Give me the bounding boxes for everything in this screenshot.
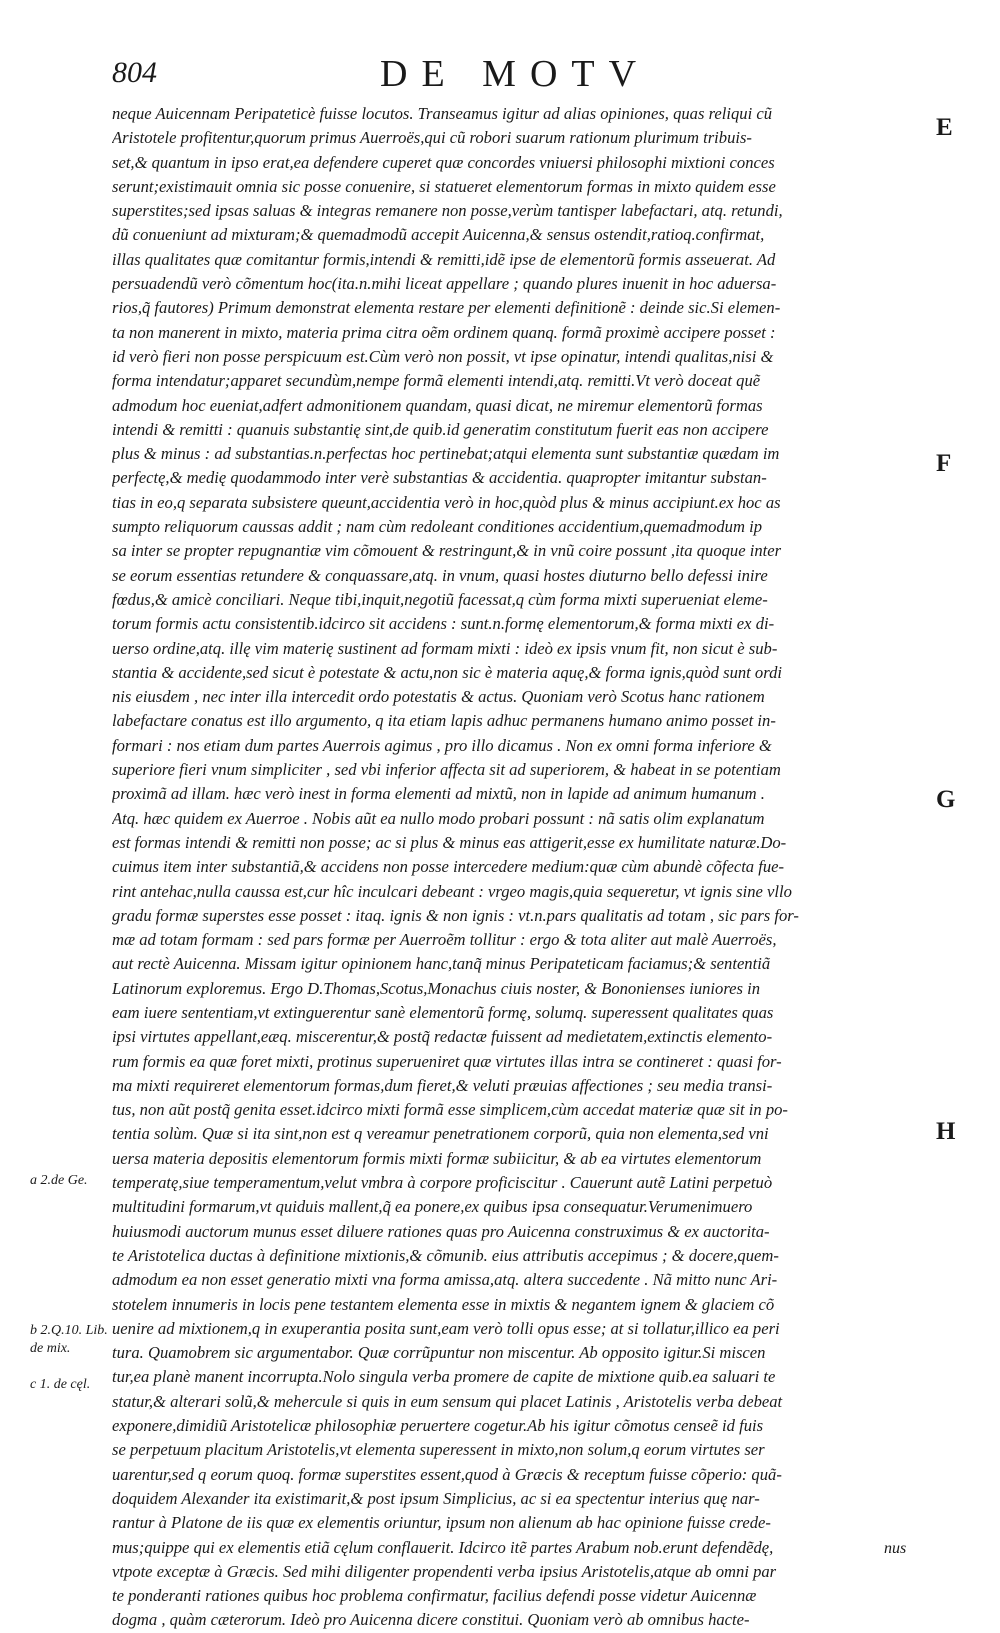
text-line: labefactare conatus est illo argumento, q ita etiam lapis adhuc permanens humano animo posset in- [112,711,776,731]
text-line: rios,q̃ fautores) Primum demonstrat elementa restare per elementi definitionẽ : deinde sic.Si elemen- [112,298,781,318]
text-line: huiusmodi auctorum munus esset diluere rationes quas pro Auicenna construximus & ex auctorita- [112,1221,770,1241]
text-line: doquidem Alexander ita existimarit,& post ipsum Simplicius, ac si ea spectentur interius quę nar- [112,1488,760,1508]
text-line: rum formis ea quæ foret mixti, protinus superueniret quæ virtutes illas intra se contineret : quasi for- [112,1051,782,1071]
text-line: set,& quantum in ipso erat,ea defendere cuperet quæ concordes vniuersi philosophi mixtioni conces [112,152,775,172]
text-line: forma intendatur;apparet secundùm,nempe formã elementi intendi,atq. remitti.Vt verò doceat quẽ [112,371,761,391]
text-line: stantia & accidente,sed sicut è potestate & actu,non sic è materia aquę,& forma ignis,quòd sunt ordi [112,662,782,682]
text-line: uerso ordine,atq. illę vim materię sustinent ad formam mixti : ideò ex ipsis vnum fit, non sicut è sub- [112,638,778,658]
body-text [112,102,930,1633]
text-line: superiore fieri vnum simpliciter , sed vbi inferior affecta sit ad superiorem, & habeat in se potentiam [112,760,781,780]
text-line: id verò fieri non posse perspicuum est.Cùm verò non possit, vt ipse opinatur, intendi qualitas,nisi & [112,346,774,366]
text-line: ta non manerent in mixto, materia prima citra oẽm ordinem quanq. formã proximè accipere posset : [112,322,776,342]
text-line: intendi & remitti : quanuis substantię sint,de quib.id generatim constitutum fuerit eas non accipere [112,419,769,439]
text-line: sumpto reliquorum caussas addit ; nam cùm redoleant conditiones accidentium,quemadmodum ip [112,517,762,537]
text-line: sa inter se propter repugnantiæ vim cõmouent & restringunt,& in vnũ coire possunt ,ita quoque inter [112,541,782,561]
text-line: uersa materia depositis elementorum formis mixti formæ subiicitur, & ab ea virtutes elementorum [112,1148,762,1168]
text-line: tura. Quamobrem sic argumentabor. Quæ corrũpuntur non miscentur. Ab opposito igitur.Si miscen [112,1343,766,1363]
text-line: uenire ad mixtionem,q in exuperantia posita sunt,eam verò tolli opus esse; at si tollatur,illico ea peri [112,1318,780,1338]
text-line: mus;quippe qui ex elementis etiã cęlum conflauerit. Idcirco itẽ partes Arabum nob.erunt defendẽdę, [112,1537,774,1557]
page-number: 804 [112,56,157,89]
text-line: fœdus,& amicè conciliari. Neque tibi,inquit,negotiũ facessat,q cùm forma mixti superueniat eleme- [112,589,768,609]
margin-note-c: c 1. de cęl. [30,1377,91,1392]
text-line: Aristotele profitentur,quorum primus Auerroës,qui cũ robori suarum rationum plurimum tribuis- [112,128,752,148]
text-line: eam iuere sententiam,vt extinguerentur sanè elementorũ formę, solumq. superessent qualitates quas [112,1002,774,1022]
text-line: ipsi virtutes appellant,eæq. miscerentur,& postq̃ redactæ fuissent ad medietatem,extinctis elemento- [112,1027,773,1047]
text-line: gradu formæ superstes esse posset : itaq. ignis & non ignis : vt.n.pars qualitatis ad totam , sic pars for- [112,905,799,925]
text-line: superstites;sed ipsas saluas & integras remanere non posse,verùm tantisper labefactari, atq. retundi, [112,201,783,221]
text-line: rint antehac,nulla caussa est,cur hîc inculcari debeant : vrgeo magis,quia sequeretur, vt ignis sine vllo [112,881,792,901]
text-line: cuimus item inter substantiã,& accidens non posse intercedere medium:quæ cùm abundè cõfecta fue- [112,857,785,877]
text-line: statur,& alterari solũ,& mehercule si quis in eum sensum qui placet Latinis , Aristotelis verba debeat [112,1391,783,1411]
text-line: se perpetuum placitum Aristotelis,vt elementa superessent in mixto,non solum,q eorum virtutes ser [112,1440,765,1460]
section-letter-e: E [936,114,953,141]
section-letter-h: H [936,1118,956,1145]
text-line: multitudini formarum,vt quiduis mallent,q̃ ea ponere,ex quibus ipsa consequatur.Verumenimuero [112,1197,753,1217]
text-line: temperatę,siue temperamentum,velut vmbra à corpore proficiscitur . Cauerunt autẽ Latini perpetuò [112,1173,773,1193]
text-line: nis eiusdem , nec inter illa intercedit ordo potestatis & actus. Quoniam verò Scotus hanc rationem [112,687,765,707]
running-title: DE MOTV [380,53,651,95]
margin-note-a: a 2.de Ge. [30,1173,88,1188]
text-line: ma mixti requireret elementorum formas,dum fieret,& veluti præuias affectiones ; seu media transi- [112,1075,773,1095]
text-line: admodum ea non esset generatio mixti vna forma amissa,atq. altera succedente . Nã mitto nunc Ari- [112,1270,778,1290]
text-line: tur,ea planè manent incorrupta.Nolo singula verba promere de capite de mixtione quib.ea saluari te [112,1367,776,1387]
text-line: vtpote exceptæ à Græcis. Sed mihi diligenter propendenti verba ipsius Aristotelis,atque ab omni par [112,1561,777,1581]
text-line: plus & minus : ad substantias.n.perfectas hoc pertinebat;atqui elementa sunt substantiæ quædam im [112,444,780,464]
section-letter-g: G [936,786,956,813]
text-line: serunt;existimauit omnia sic posse conuenire, si statueret elementorum formas in mixto quidem esse [112,176,776,196]
catchword: nus [884,1540,907,1557]
text-line: aut rectè Auicenna. Missam igitur opinionem hanc,tanq̃ minus Peripateticam faciamus;& sententiã [112,954,771,974]
text-line: rantur à Platone de iis quæ ex elementis oriuntur, ipsum non alienum ab hac opinione fuisse crede- [112,1513,771,1533]
text-line: tentia solùm. Quæ si ita sint,non est q vereamur penetrationem corporũ, quia non elementa,sed vni [112,1124,769,1144]
text-line: exponere,dimidiũ Aristotelicæ philosophiæ peruertere cogetur.Ab his igitur cõmotus censeẽ id fuis [112,1416,764,1436]
text-line: dũ conueniunt ad mixturam;& quemadmodũ accepit Auicenna,& sensus ostendit,ratioq.confirmat, [112,225,765,245]
text-line: torum formis actu consistentib.idcirco sit accidens : sunt.n.formę elementorum,& forma mixti ex di- [112,614,775,634]
text-line: tias in eo,q separata subsistere queunt,accidentia verò in hoc,quòd plus & minus accipiunt.ex hoc as [112,492,781,512]
section-letter-f: F [936,450,952,477]
text-line: se eorum essentias retundere & conquassare,atq. in vnum, quasi hostes diuturno bello defessi inire [112,565,768,585]
text-line: te Aristotelica ductas à definitione mixtionis,& cõmunib. eius attributis accepimus ; & docere,quem- [112,1245,779,1265]
text-line: Latinorum exploremus. Ergo D.Thomas,Scotus,Monachus ciuis noster, & Bononienses iuniores in [112,978,761,998]
text-line: mæ ad totam formam : sed pars formæ per Auerroẽm tollitur : ergo & tota aliter aut malè Auerroës, [112,930,777,950]
text-line: est formas intendi & remitti non posse; ac si plus & minus eas attigerit,esse ex humilitate naturæ.Do- [112,832,787,852]
text-line: proximã ad illam. hæc verò inest in forma elementi ad mixtũ, non in lapide ad animum humanum . [112,784,765,804]
text-line: perfectę,& medię quodammodo inter verè substantias & accidentia. quapropter imitantur substan- [112,468,767,488]
text-line: formari : nos etiam dum partes Auerrois agimus , pro illo dicamus . Non ex omni forma inferiore & [112,735,772,755]
text-line: stotelem innumeris in locis pene testantem elementa esse in mixtis & negantem ignem & glaciem cõ [112,1294,775,1314]
text-line: admodum hoc eueniat,adfert admonitionem quandam, quasi dicat, ne miremur elementorũ formas [112,395,763,415]
text-line: neque Auicennam Peripateticè fuisse locutos. Transeamus igitur ad alias opiniones, quas reliqui cũ [112,104,773,123]
text-line: tus, non aũt postq̃ genita esset.idcirco mixti formã esse simplicem,cùm accedat materiæ quæ sit in po- [112,1100,788,1120]
text-line: illas qualitates quæ comitantur formis,intendi & remitti,idẽ ipse de elementorũ formis asseuerat. Ad [112,249,776,269]
margin-note-b: b 2.Q.10. Lib. de mix. [30,1323,108,1356]
text-line: persuadendũ verò cõmentum hoc(ita.n.mihi liceat appellare ; quando plures inuenit in hoc aduersa- [112,274,777,294]
text-line: uarentur,sed q eorum quoq. formæ superstites essent,quod à Græcis & receptum fuisse cõperio: quã- [112,1464,782,1484]
text-line: Atq. hæc quidem ex Auerroe . Nobis aũt ea nullo modo probari possunt : nã satis olim explanatum [112,808,765,828]
text-line: dogma , quàm cæterorum. Ideò pro Auicenna dicere constitui. Quoniam verò ab omnibus hacte- [112,1610,750,1630]
text-line: te ponderanti rationes quibus hoc problema confirmatur, facilius defendi posse videtur Auicennæ [112,1586,757,1606]
